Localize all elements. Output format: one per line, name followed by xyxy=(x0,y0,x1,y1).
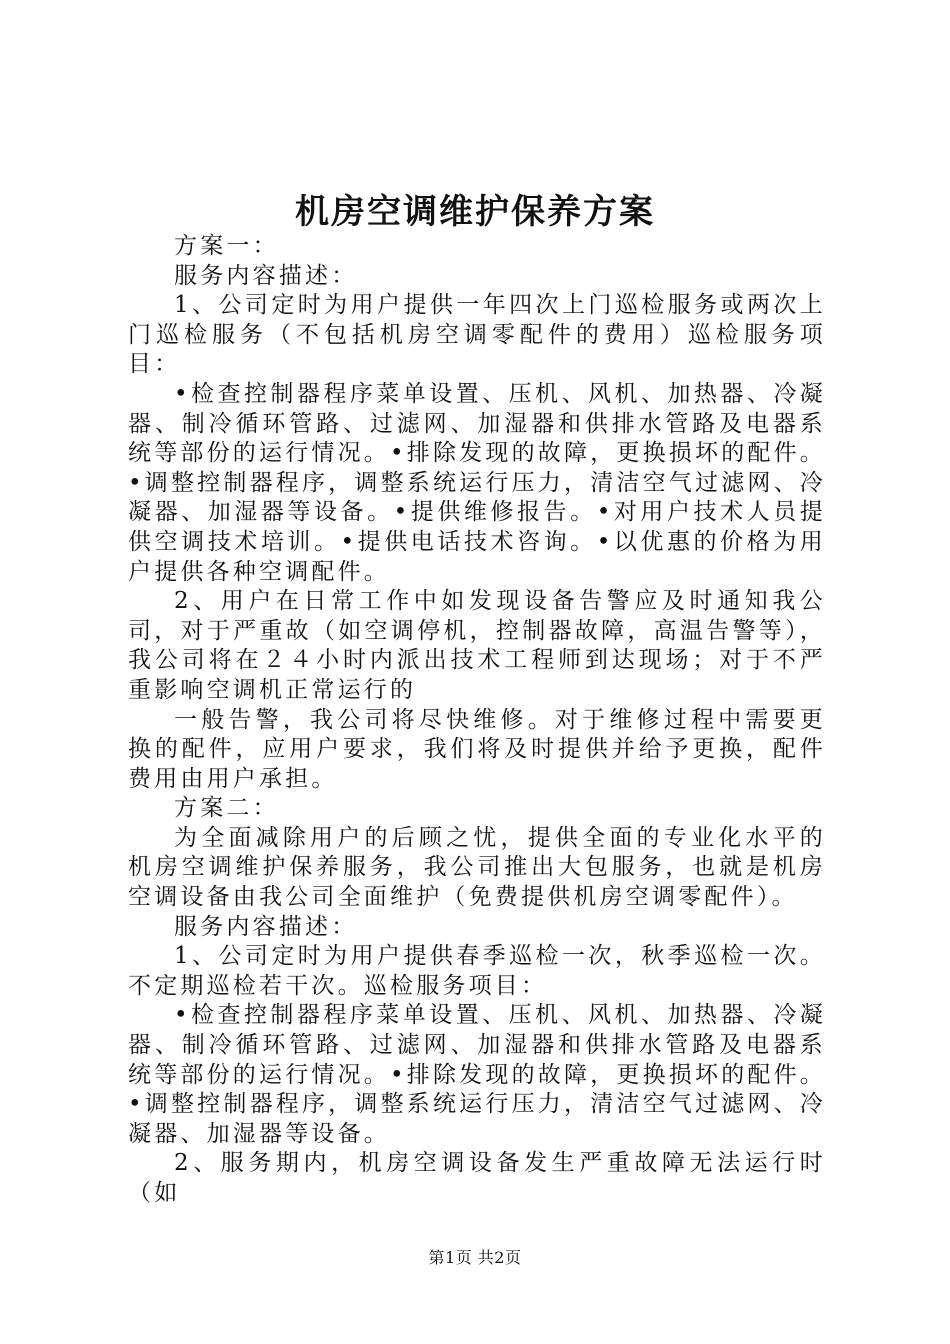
document-body xyxy=(128,232,826,1209)
paragraph-plan-one-item-2-continued: 一般告警，我公司将尽快维修。对于维修过程中需要更换的配件，应用户要求，我们将及时提供并给予更换，配件费用由用户承担。 xyxy=(128,706,826,792)
paragraph-plan-two-item-2: 2、服务期内，机房空调设备发生严重故障无法运行时（如 xyxy=(128,1150,826,1206)
paragraph-service-description-heading-2: 服务内容描述： xyxy=(174,913,358,940)
paragraph-plan-two-inspection-items: •检查控制器程序菜单设置、压机、风机、加热器、冷凝器、制冷循环管路、过滤网、加湿器和供排水管路及电器系统等部份的运行情况。•排除发现的故障，更换损坏的配件。•调整控制器程序，调整系统运行压力，清洁空气过滤网、冷凝器、加湿器等设备。 xyxy=(128,1002,826,1147)
document-title: 机房空调维护保养方案 xyxy=(295,192,655,232)
paragraph-plan-one-item-1: 1、公司定时为用户提供一年四次上门巡检服务或两次上门巡检服务（不包括机房空调零配件的费用）巡检服务项目： xyxy=(128,292,826,378)
paragraph-service-description-heading: 服务内容描述： xyxy=(174,262,358,289)
paragraph-plan-one-heading: 方案一： xyxy=(174,233,279,259)
paragraph-plan-two-intro: 为全面减除用户的后顾之忧，提供全面的专业化水平的机房空调维护保养服务，我公司推出大包服务，也就是机房空调设备由我公司全面维护（免费提供机房空调零配件）。 xyxy=(128,824,826,911)
paragraph-plan-one-inspection-items: •检查控制器程序菜单设置、压机、风机、加热器、冷凝器、制冷循环管路、过滤网、加湿器和供排水管路及电器系统等部份的运行情况。•排除发现的故障，更换损坏的配件。•调整控制器程序，调整系统运行压力，清洁空气过滤网、冷凝器、加湿器等设备。•提供维修报告。•对用户技术人员提供空调技术培训。•提供电话技术咨询。•以优惠的价格为用户提供各种空调配件。 xyxy=(128,380,826,585)
page-footer: 第1页 共2页 xyxy=(428,1248,522,1267)
paragraph-plan-two-item-1: 1、公司定时为用户提供春季巡检一次，秋季巡检一次。不定期巡检若干次。巡检服务项目： xyxy=(128,943,826,999)
paragraph-plan-one-item-2: 2、用户在日常工作中如发现设备告警应及时通知我公司，对于严重故（如空调停机，控制器故障，高温告警等），我公司将在２４小时内派出技术工程师到达现场；对于不严重影响空调机正常运行的 xyxy=(128,588,826,703)
paragraph-plan-two-heading: 方案二： xyxy=(174,795,279,822)
